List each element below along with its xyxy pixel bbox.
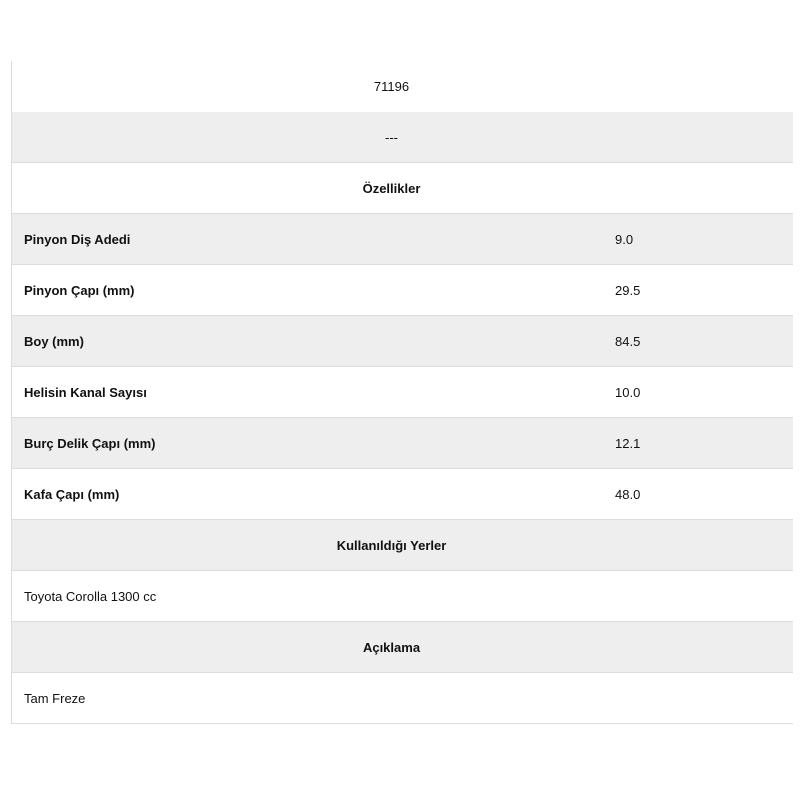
feature-value: 9.0 — [615, 231, 634, 247]
feature-label: Boy (mm) — [24, 333, 84, 349]
description-header-row — [12, 622, 793, 673]
feature-row — [12, 214, 793, 265]
description-heading: Açıklama — [362, 639, 421, 655]
feature-value: 84.5 — [615, 333, 641, 349]
feature-label: Pinyon Diş Adedi — [24, 231, 131, 247]
separator-row — [12, 112, 793, 163]
feature-label: Burç Delik Çapı (mm) — [24, 435, 156, 451]
feature-row — [12, 469, 793, 520]
description-row — [12, 673, 793, 724]
usage-row — [12, 571, 793, 622]
feature-label: Pinyon Çapı (mm) — [24, 282, 135, 298]
feature-value: 29.5 — [615, 282, 641, 298]
feature-value: 10.0 — [615, 384, 641, 400]
product-spec-table — [11, 61, 793, 724]
product-code-row — [12, 61, 793, 112]
feature-row — [12, 367, 793, 418]
usage-header-row — [12, 520, 793, 571]
feature-label: Helisin Kanal Sayısı — [24, 384, 147, 400]
feature-label: Kafa Çapı (mm) — [24, 486, 120, 502]
features-heading: Özellikler — [362, 180, 421, 196]
feature-row — [12, 418, 793, 469]
feature-row — [12, 265, 793, 316]
usage-item: Toyota Corolla 1300 cc — [24, 588, 157, 604]
feature-value: 48.0 — [615, 486, 641, 502]
separator-text: --- — [385, 129, 398, 145]
feature-value: 12.1 — [615, 435, 641, 451]
product-code: 71196 — [373, 79, 410, 94]
usage-heading: Kullanıldığı Yerler — [336, 537, 447, 553]
feature-row — [12, 316, 793, 367]
features-header-row — [12, 163, 793, 214]
description-text: Tam Freze — [24, 690, 86, 706]
